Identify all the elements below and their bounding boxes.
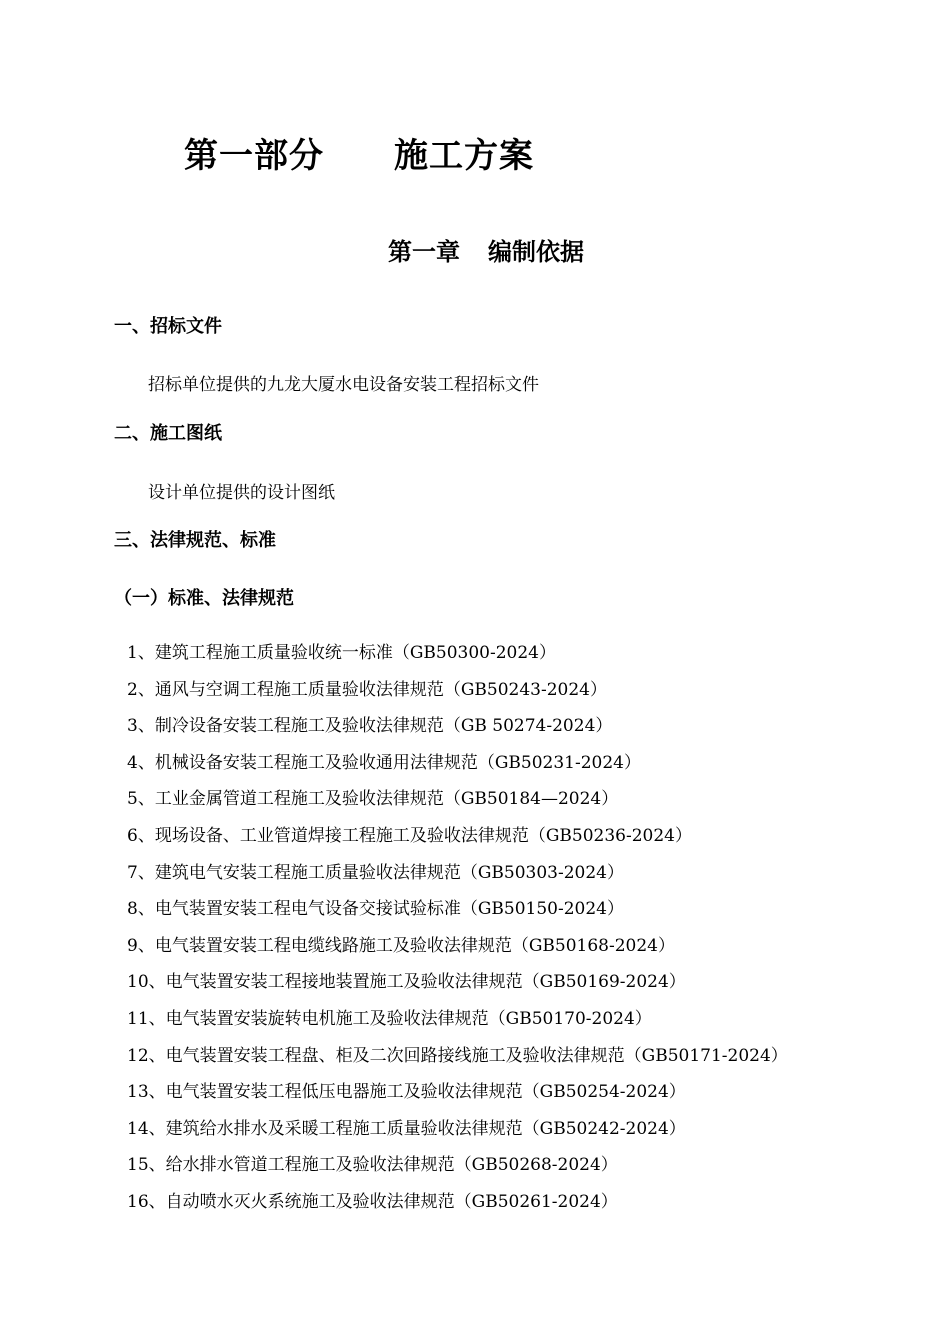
list-item: 2、通风与空调工程施工质量验收法律规范（GB50243-2024） xyxy=(127,679,607,700)
list-item: 11、电气装置安装旋转电机施工及验收法律规范（GB50170-2024） xyxy=(127,1008,652,1029)
chapter-label: 第一章 xyxy=(388,237,460,266)
part-title xyxy=(184,128,534,177)
list-item: 7、建筑电气安装工程施工质量验收法律规范（GB50303-2024） xyxy=(127,862,624,883)
part-name: 施工方案 xyxy=(394,136,534,176)
section-text-tender: 招标单位提供的九龙大厦水电设备安装工程招标文件 xyxy=(148,375,539,395)
section-text-drawings: 设计单位提供的设计图纸 xyxy=(148,483,335,503)
list-item: 14、建筑给水排水及采暖工程施工质量验收法律规范（GB50242-2024） xyxy=(127,1118,686,1139)
list-item: 4、机械设备安装工程施工及验收通用法律规范（GB50231-2024） xyxy=(127,752,641,773)
list-item: 3、制冷设备安装工程施工及验收法律规范（GB 50274-2024） xyxy=(127,716,613,737)
list-item: 1、建筑工程施工质量验收统一标准（GB50300-2024） xyxy=(127,643,556,663)
list-item: 10、电气装置安装工程接地装置施工及验收法律规范（GB50169-2024） xyxy=(127,972,686,993)
list-item: 6、现场设备、工业管道焊接工程施工及验收法律规范（GB50236-2024） xyxy=(127,825,692,846)
list-item: 5、工业金属管道工程施工及验收法律规范（GB50184—2024） xyxy=(127,789,619,810)
list-item: 15、给水排水管道工程施工及验收法律规范（GB50268-2024） xyxy=(127,1155,618,1176)
list-item: 9、电气装置安装工程电缆线路施工及验收法律规范（GB50168-2024） xyxy=(127,935,675,956)
chapter-title xyxy=(0,232,950,267)
list-item: 12、电气装置安装工程盘、柜及二次回路接线施工及验收法律规范（GB50171-2024） xyxy=(127,1045,788,1066)
part-label: 第一部分 xyxy=(184,136,324,176)
list-item: 16、自动喷水灭火系统施工及验收法律规范（GB50261-2024） xyxy=(127,1191,618,1212)
section-heading-regulations: 三、法律规范、标准 xyxy=(114,530,276,551)
list-item: 8、电气装置安装工程电气设备交接试验标准（GB50150-2024） xyxy=(127,899,624,920)
standards-list xyxy=(127,638,788,1224)
subsection-heading: （一）标准、法律规范 xyxy=(114,588,294,609)
list-item: 13、电气装置安装工程低压电器施工及验收法律规范（GB50254-2024） xyxy=(127,1082,686,1103)
section-heading-tender: 一、招标文件 xyxy=(114,316,222,337)
section-heading-drawings: 二、施工图纸 xyxy=(114,423,222,444)
chapter-name: 编制依据 xyxy=(488,237,584,266)
